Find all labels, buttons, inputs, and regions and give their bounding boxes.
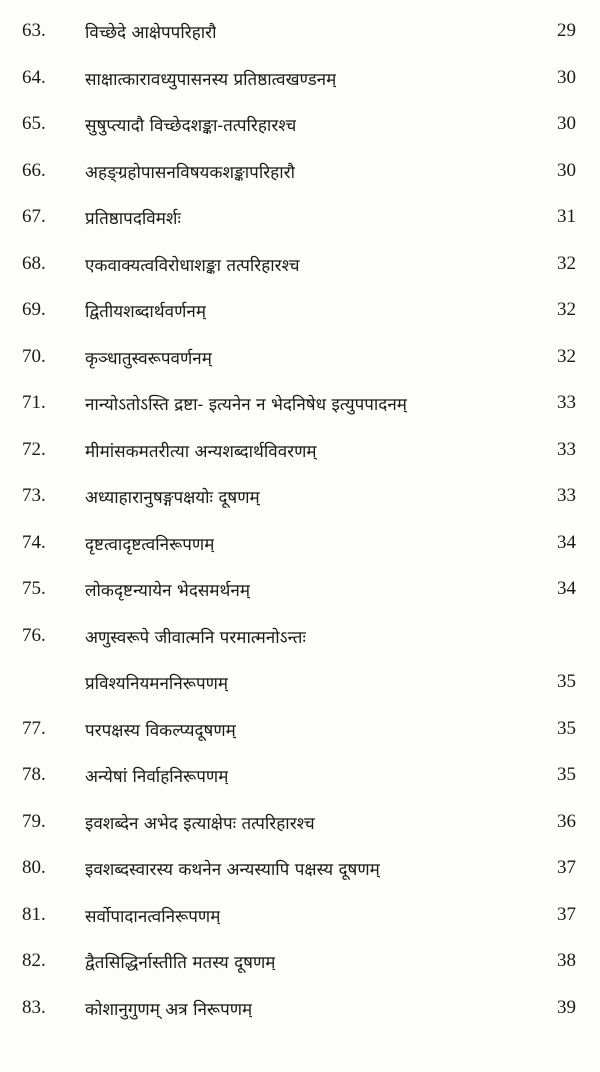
toc-row — [0, 61, 600, 108]
toc-row — [0, 898, 600, 945]
entry-number: 74. — [22, 531, 46, 553]
entry-page: 29 — [557, 20, 576, 41]
toc-row — [0, 479, 600, 526]
entry-title: अहङ्ग्रहोपासनविषयकशङ्कापरिहारौ — [85, 162, 295, 183]
entry-title: साक्षात्कारावध्युपासनस्य प्रतिष्ठात्वखण्डनम् — [85, 69, 337, 90]
entry-page: 35 — [557, 764, 576, 785]
toc-row — [0, 340, 600, 387]
entry-number: 80. — [22, 857, 46, 878]
toc-row — [0, 247, 600, 294]
toc-row — [0, 386, 600, 433]
entry-title: अन्येषां निर्वाहनिरूपणम् — [85, 767, 229, 787]
entry-title: कोशानुगुणम् अत्र निरूपणम् — [85, 999, 253, 1020]
entry-title: सुषुप्त्यादौ विच्छेदशङ्का-तत्परिहारश्च — [85, 116, 297, 136]
entry-page: 36 — [557, 810, 576, 832]
entry-page: 33 — [557, 485, 576, 506]
entry-number: 82. — [22, 950, 46, 971]
entry-title: द्वितीयशब्दार्थवर्णनम् — [85, 302, 206, 322]
entry-page: 34 — [557, 578, 576, 599]
entry-page: 35 — [557, 671, 576, 692]
entry-title: विच्छेदे आक्षेपपरिहारौ — [85, 23, 217, 43]
entry-number: 69. — [22, 299, 46, 320]
entry-number: 73. — [22, 485, 46, 506]
entry-title: अध्याहारानुषङ्गपक्षयोः दूषणम् — [85, 488, 260, 508]
entry-page: 32 — [557, 252, 576, 274]
toc-row — [0, 572, 600, 619]
toc-row — [0, 619, 600, 666]
toc-row — [0, 526, 600, 573]
entry-number: 71. — [22, 392, 46, 413]
entry-page: 30 — [557, 66, 576, 88]
entry-title: मीमांसकमतरीत्या अन्यशब्दार्थविवरणम् — [85, 441, 317, 462]
entry-title: प्रतिष्ठापदविमर्शः — [85, 209, 181, 229]
entry-number: 72. — [22, 438, 46, 460]
entry-title: एकवाक्यत्वविरोधाशङ्का तत्परिहारश्च — [85, 255, 300, 276]
entry-title: नान्योऽतोऽस्ति द्रष्टा- इत्यनेन न भेदनिषेध इत्युपपादनम् — [85, 395, 407, 415]
entry-number: 78. — [22, 764, 46, 785]
entry-title: परपक्षस्य विकल्प्यदूषणम् — [85, 720, 236, 741]
entry-number: 77. — [22, 717, 46, 739]
entry-number: 79. — [22, 810, 46, 832]
entry-page: 38 — [557, 950, 576, 971]
toc-row — [0, 14, 600, 61]
entry-title: सर्वोपादानत्वनिरूपणम् — [85, 906, 221, 927]
entry-title: प्रविश्यनियमननिरूपणम् — [85, 674, 229, 694]
entry-title: अणुस्वरूपे जीवात्मनि परमात्मनोऽन्तः — [85, 627, 306, 648]
toc-row — [0, 200, 600, 247]
entry-page: 37 — [557, 857, 576, 878]
entry-page: 39 — [557, 996, 576, 1018]
entry-number: 68. — [22, 252, 46, 274]
entry-number: 67. — [22, 206, 46, 227]
entry-page: 32 — [557, 345, 576, 367]
entry-number: 75. — [22, 578, 46, 599]
entry-page: 33 — [557, 438, 576, 460]
entry-title: इवशब्दस्वारस्य कथनेन अन्यस्यापि पक्षस्य दूषणम् — [85, 860, 380, 880]
entry-title: कृञ्धातुस्वरूपवर्णनम् — [85, 348, 212, 369]
entry-page: 30 — [557, 159, 576, 181]
entry-page: 34 — [557, 531, 576, 553]
entry-title: लोकदृष्टन्यायेन भेदसमर्थनम् — [85, 581, 251, 601]
entry-page: 32 — [557, 299, 576, 320]
entry-number: 81. — [22, 903, 46, 925]
entry-number: 65. — [22, 113, 46, 134]
toc-row — [0, 154, 600, 201]
entry-page: 31 — [557, 206, 576, 227]
entry-number: 70. — [22, 345, 46, 367]
entry-title: दृष्टत्वादृष्टत्वनिरूपणम् — [85, 534, 215, 555]
toc-row — [0, 107, 600, 154]
toc-row — [0, 851, 600, 898]
toc-row-continuation — [0, 665, 600, 712]
toc-row — [0, 293, 600, 340]
table-of-contents — [0, 14, 600, 1037]
entry-number: 76. — [22, 624, 46, 646]
entry-page: 33 — [557, 392, 576, 413]
entry-page: 30 — [557, 113, 576, 134]
toc-row — [0, 805, 600, 852]
toc-row — [0, 944, 600, 991]
entry-number: 66. — [22, 159, 46, 181]
entry-title: इवशब्देन अभेद इत्याक्षेपः तत्परिहारश्च — [85, 813, 315, 834]
toc-row — [0, 758, 600, 805]
entry-title: द्वैतसिद्धिर्नास्तीति मतस्य दूषणम् — [85, 953, 276, 973]
entry-number: 64. — [22, 66, 46, 88]
toc-row — [0, 712, 600, 759]
toc-row — [0, 433, 600, 480]
entry-number: 83. — [22, 996, 46, 1018]
entry-page: 35 — [557, 717, 576, 739]
entry-page: 37 — [557, 903, 576, 925]
toc-row — [0, 991, 600, 1038]
entry-number: 63. — [22, 20, 46, 41]
